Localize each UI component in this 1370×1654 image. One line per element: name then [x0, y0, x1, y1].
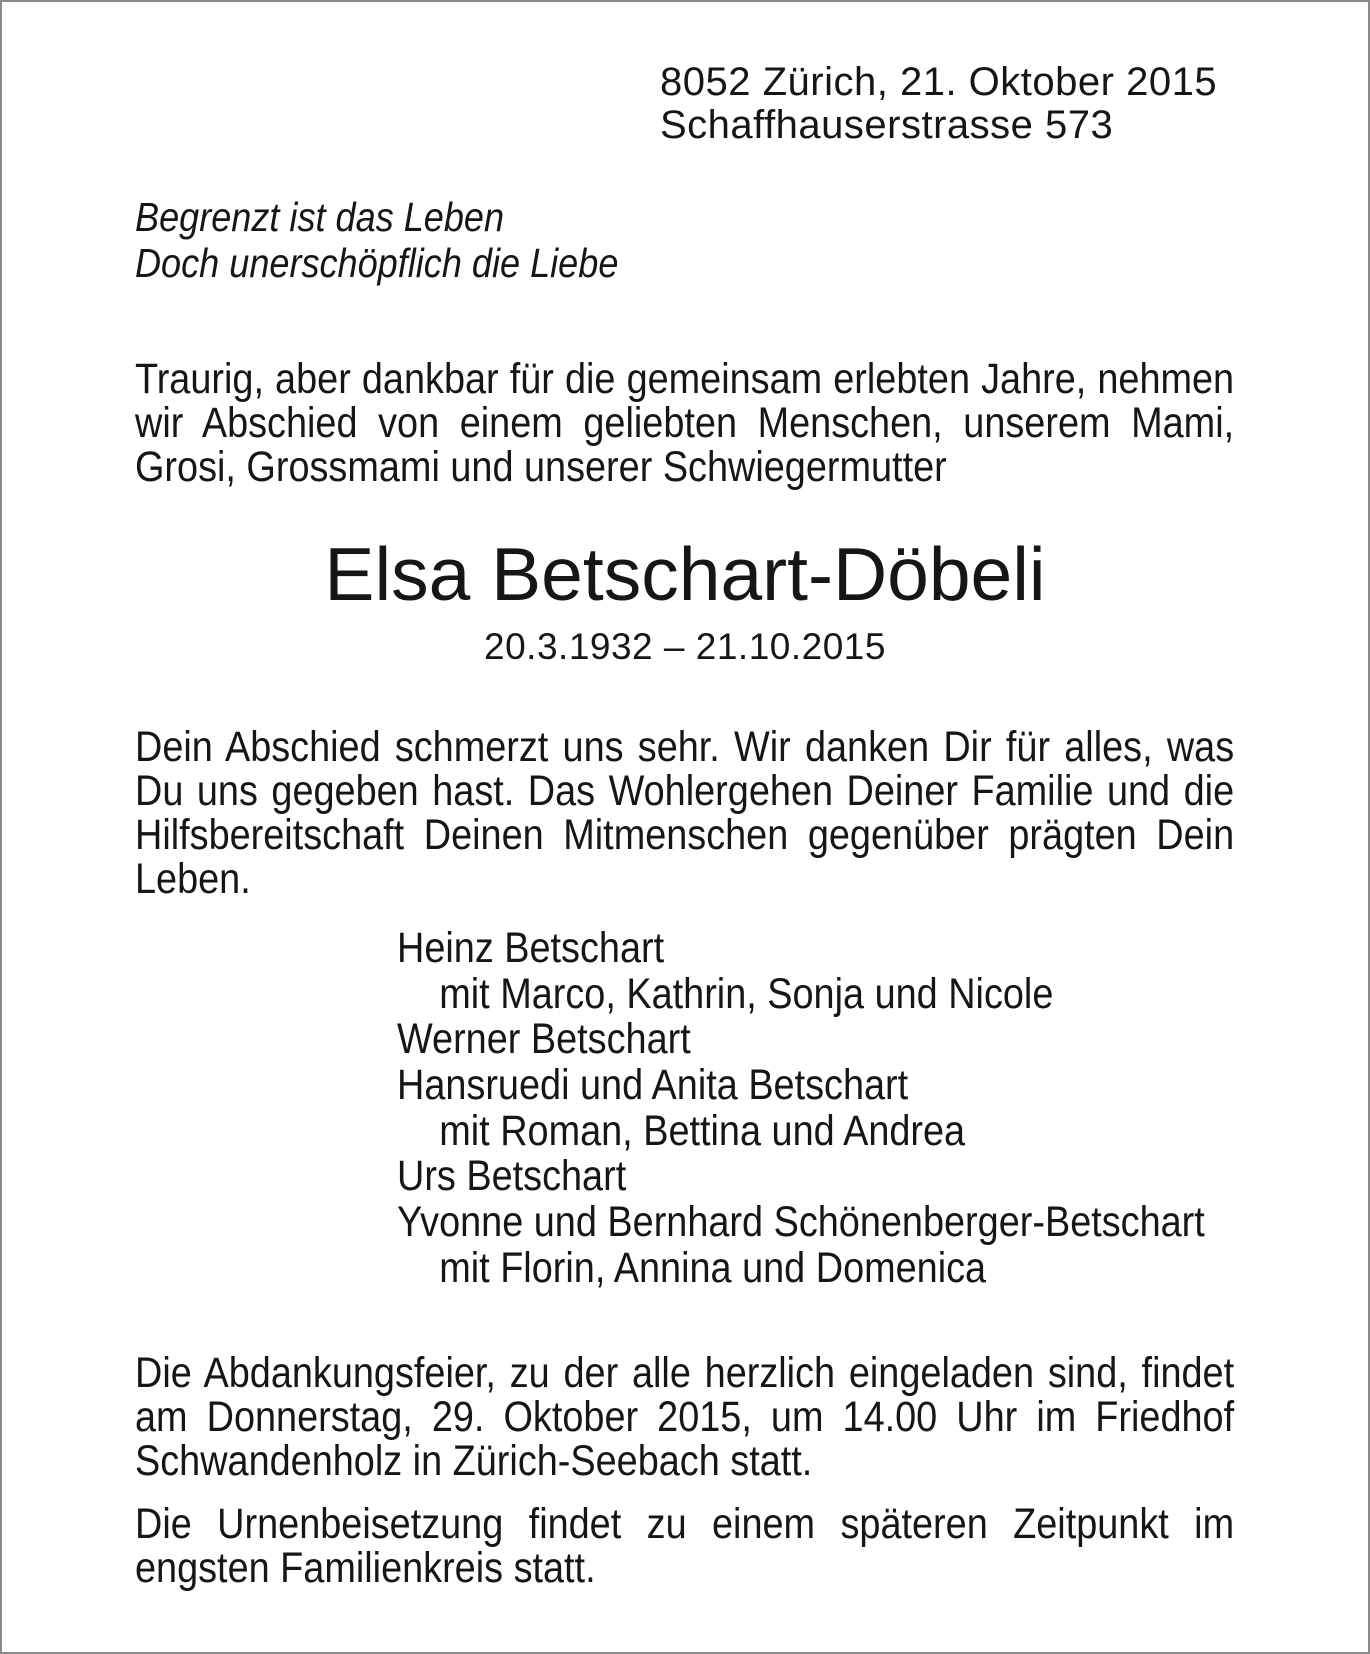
text-line: engsten Familienkreis statt. — [135, 1544, 596, 1592]
mourner-line: Urs Betschart — [397, 1152, 627, 1201]
text-line: Dein Abschied schmerzt uns sehr. Wir danken Dir für alles, was — [135, 723, 1235, 771]
text-line: 8052 Zürich, 21. Oktober 2015 — [660, 60, 1218, 104]
text-line: Hilfsbereitschaft Deinen Mitmenschen gegenüber prägten Dein — [135, 811, 1235, 859]
tribute-paragraph — [135, 725, 1234, 901]
text-line: Grosi, Grossmami und unserer Schwiegermutter — [135, 443, 947, 491]
mourner-line: Yvonne und Bernhard Schönenberger-Betschart — [397, 1198, 1205, 1247]
funeral-info-paragraph — [135, 1351, 1234, 1483]
text-line: Begrenzt ist das Leben — [135, 194, 505, 240]
life-dates: 20.3.1932 – 21.10.2015 — [484, 626, 886, 667]
text-line: Du uns gegeben hast. Das Wohlergehen Deiner Familie und die — [135, 767, 1235, 815]
text-line: am Donnerstag, 29. Oktober 2015, um 14.00 Uhr im Friedhof — [135, 1393, 1235, 1441]
text-line: Traurig, aber dankbar für die gemeinsam erlebten Jahre, nehmen — [135, 355, 1235, 403]
epigraph-verse — [135, 194, 618, 286]
text-line: Die Urnenbeisetzung findet zu einem späteren Zeitpunkt im — [135, 1500, 1235, 1548]
mourners-list — [397, 926, 1205, 1292]
intro-paragraph — [135, 357, 1234, 489]
text-line: Doch unerschöpflich die Liebe — [135, 240, 619, 286]
mourner-line: Werner Betschart — [397, 1015, 691, 1064]
sender-address-block — [660, 61, 1217, 147]
mourner-sub-line: mit Roman, Bettina und Andrea — [439, 1106, 966, 1155]
burial-info-paragraph — [135, 1502, 1234, 1590]
text-line: Leben. — [135, 855, 251, 903]
text-line: Die Abdankungsfeier, zu der alle herzlich eingeladen sind, findet — [135, 1349, 1235, 1397]
mourner-line: Heinz Betschart — [397, 924, 665, 972]
text-line: Schaffhauserstrasse 573 — [660, 103, 1114, 147]
mourner-sub-line: mit Florin, Annina und Domenica — [439, 1243, 987, 1292]
mourner-sub-line: mit Marco, Kathrin, Sonja und Nicole — [439, 969, 1054, 1018]
text-line: wir Abschied von einem geliebten Menschen, unserem Mami, — [135, 399, 1235, 447]
mourner-line: Hansruedi und Anita Betschart — [397, 1061, 909, 1110]
deceased-name: Elsa Betschart-Döbeli — [324, 532, 1046, 616]
text-line: Schwandenholz in Zürich-Seebach statt. — [135, 1437, 813, 1485]
